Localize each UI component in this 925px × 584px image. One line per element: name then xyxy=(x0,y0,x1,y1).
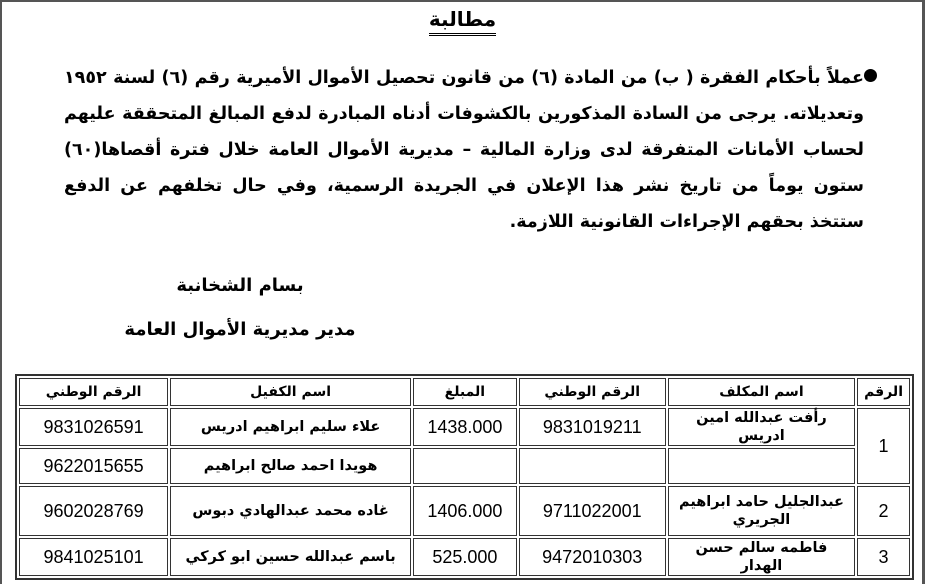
table-row xyxy=(19,538,910,576)
guarantor-national-id: 9602028769 xyxy=(19,486,168,536)
document-title-text: مطالبة xyxy=(429,6,496,36)
row-number: 1 xyxy=(857,408,910,484)
table-header-row xyxy=(19,378,910,406)
obligor-national-id: 9472010303 xyxy=(519,538,666,576)
obligor-national-id: 9831019211 xyxy=(519,408,666,446)
header-obligor-name: اسم المكلف xyxy=(668,378,855,406)
obligor-name-empty xyxy=(668,448,855,484)
guarantor-national-id: 9831026591 xyxy=(19,408,168,446)
header-guarantor-national-id: الرقم الوطني xyxy=(19,378,168,406)
guarantor-name: غاده محمد عبدالهادي دبوس xyxy=(170,486,411,536)
obligor-national-id: 9711022001 xyxy=(519,486,666,536)
header-amount: المبلغ xyxy=(413,378,517,406)
page-border-left xyxy=(0,0,2,584)
obligor-name: عبدالجليل حامد ابراهيم الجريري xyxy=(668,486,855,536)
row-number: 3 xyxy=(857,538,910,576)
amount: 1406.000 xyxy=(413,486,517,536)
guarantor-name: هويدا احمد صالح ابراهيم xyxy=(170,448,411,484)
amount: 525.000 xyxy=(413,538,517,576)
header-guarantor-name: اسم الكفيل xyxy=(170,378,411,406)
table-row xyxy=(19,448,910,484)
guarantor-name: باسم عبدالله حسين ابو كركي xyxy=(170,538,411,576)
obligor-name: رأفت عبدالله امين ادريس xyxy=(668,408,855,446)
claims-table xyxy=(15,374,914,580)
header-number: الرقم xyxy=(857,378,910,406)
header-obligor-national-id: الرقم الوطني xyxy=(519,378,666,406)
amount-empty xyxy=(413,448,517,484)
table-row xyxy=(19,408,910,446)
amount: 1438.000 xyxy=(413,408,517,446)
guarantor-national-id: 9841025101 xyxy=(19,538,168,576)
obligor-national-id-empty xyxy=(519,448,666,484)
document-title xyxy=(0,6,925,36)
table-row xyxy=(19,486,910,536)
page-border-top xyxy=(0,0,925,2)
signature-block xyxy=(100,268,380,356)
notice-paragraph: عملاً بأحكام الفقرة ( ب) من المادة (٦) من قانون تحصيل الأموال الأميرية رقم (٦) لسنة ١٩٥٢ وتعديلاته. يرجى من السادة المذكورين بالكشوفات أدناه المبادرة لدفع المبالغ المتحققة عليهم لحساب الأمانات المتفرقة لدى وزارة المالية – مديرية الأموال العامة خلال فترة أقصاها(٦٠) ستون يوماً من تاريخ نشر هذا الإعلان في الجريدة الرسمية، وفي حال تخلفهم عن الدفع ستتخذ بحقهم الإجراءات القانونية اللازمة. xyxy=(64,68,864,232)
row-number: 2 xyxy=(857,486,910,536)
signatory-position: مدير مديرية الأموال العامة xyxy=(124,319,356,340)
signatory-name: بسام الشخانبة xyxy=(176,275,304,296)
guarantor-name: علاء سليم ابراهيم ادريس xyxy=(170,408,411,446)
bullet-icon xyxy=(864,69,877,82)
guarantor-national-id: 9622015655 xyxy=(19,448,168,484)
obligor-name: فاطمه سالم حسن الهدار xyxy=(668,538,855,576)
